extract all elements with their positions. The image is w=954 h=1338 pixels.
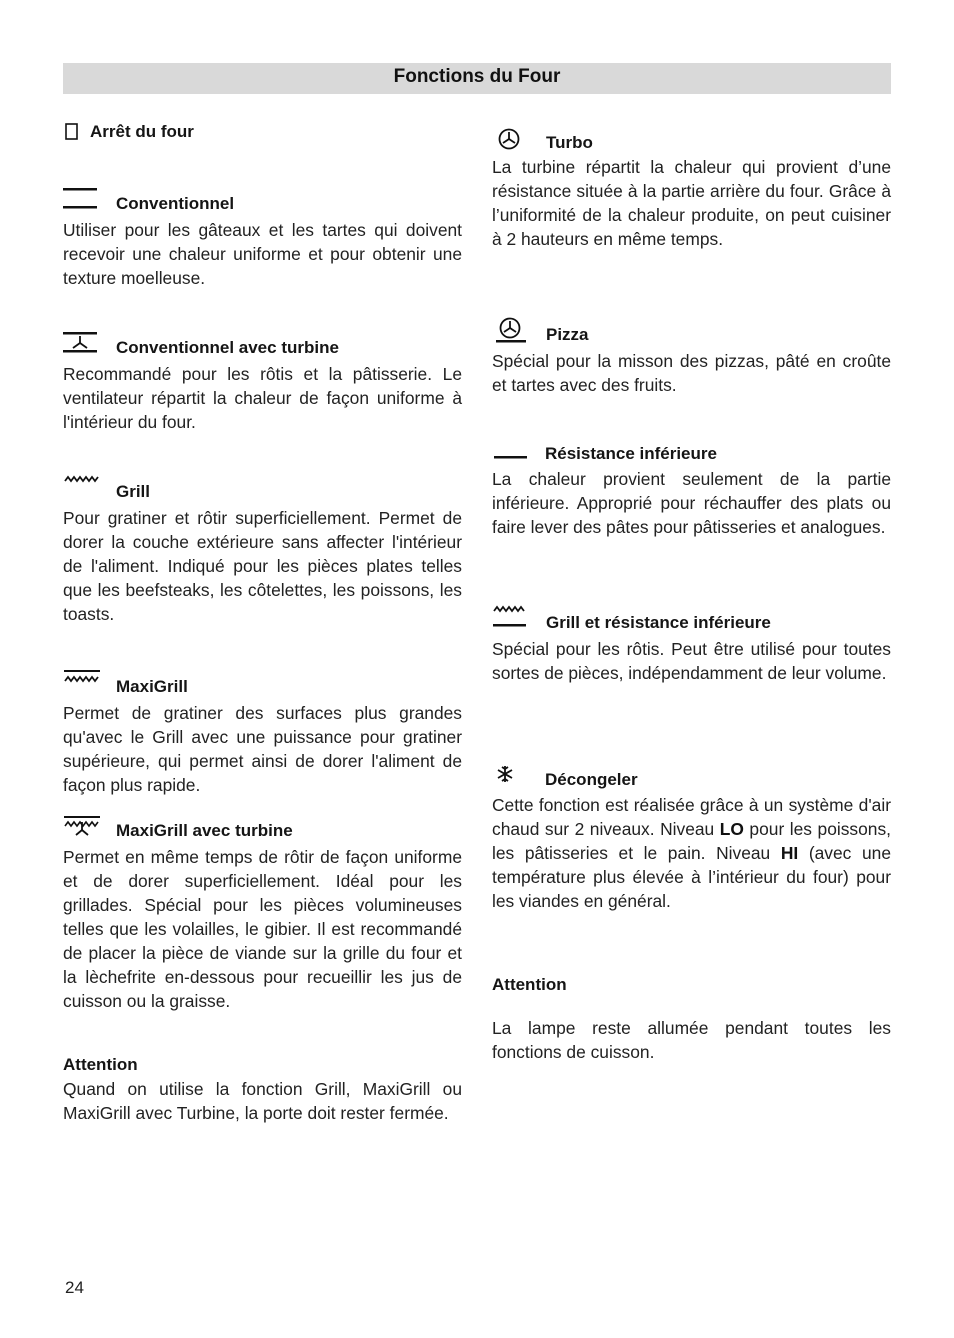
attention-text: Quand on utilise la fonction Grill, MaxiGrill ou MaxiGrill avec Turbine, la porte doit rester fermée. — [63, 1079, 462, 1123]
maxigrill-icon — [63, 669, 103, 687]
section-title: MaxiGrill — [116, 677, 188, 696]
level-lo: LO — [719, 819, 744, 839]
section-text: Spécial pour la misson des pizzas, pâté en croûte et tartes avec des fruits. — [492, 351, 891, 395]
page-number: 24 — [65, 1278, 84, 1297]
grill-icon — [63, 474, 103, 490]
section-title: Conventionnel — [116, 194, 235, 213]
page-title: Fonctions du Four — [63, 63, 891, 94]
section-decongeler — [492, 764, 891, 913]
maxigrill-fan-icon — [63, 813, 103, 839]
snowflake-icon — [495, 764, 521, 786]
section-arret — [63, 120, 462, 144]
section-text: Utiliser pour les gâteaux et les tartes qui doivent recevoir une chaleur uniforme et pour obtenir une texture moelleuse. — [63, 220, 462, 288]
section-text: Spécial pour les rôtis. Peut être utilisé pour toutes sortes de pièces, indépendamment de leur volume. — [492, 639, 891, 683]
section-text: Pour gratiner et rôtir superficiellement. Permet de dorer la couche extérieure sans affecter l'intérieur de l'aliment. Indiqué pour les pièces plates telles que les beefsteaks, les côtelettes, les poissons, les toasts. — [63, 508, 462, 624]
section-conventionnel — [63, 186, 462, 290]
section-title: Décongeler — [545, 770, 638, 789]
pizza-fan-icon — [495, 317, 531, 345]
section-turbo — [492, 128, 891, 251]
attention-title: Attention — [492, 975, 567, 994]
section-conventionnel-turbine — [63, 330, 462, 434]
level-hi: HI — [780, 843, 799, 863]
section-text: La turbine répartit la chaleur qui provient d’une résistance située à la partie arrière du four. Grâce à l’uniformité de la chaleur produite, on peut cuisiner à 2 hauteurs en même temps. — [492, 157, 891, 249]
section-title: Pizza — [546, 325, 589, 344]
section-title: Grill et résistance inférieure — [546, 613, 771, 632]
section-pizza — [492, 317, 891, 397]
section-title: Conventionnel avec turbine — [116, 338, 339, 357]
section-grill-resistance — [492, 604, 891, 685]
section-maxigrill-turbine — [63, 813, 462, 1013]
section-title: Arrêt du four — [90, 122, 194, 141]
section-text: Recommandé pour les rôtis et la pâtisserie. Le ventilateur répartit la chaleur de façon uniforme à l'intérieur du four. — [63, 364, 462, 432]
section-text: Permet en même temps de rôtir de façon uniforme et de dorer superficiellement. Idéal pour les grillades. Spécial pour les pièces volumineuses telles que les volailles, le gibier. Il est recommandé de placer la pièce de viande sur la grille du four et la lèchefrite en-dessous pour recueillir les jus de cuisson ou la graisse. — [63, 847, 462, 1011]
attention-title: Attention — [63, 1055, 138, 1074]
section-title: Grill — [116, 482, 151, 501]
section-text: Permet de gratiner des surfaces plus grandes qu'avec le Grill avec une puissance pour gratiner supérieure, qui permet ainsi de dorer l'aliment de façon plus rapide. — [63, 703, 462, 795]
section-text: La chaleur provient seulement de la partie inférieure. Approprié pour réchauffer des plats ou faire lever des pâtes pour pâtisseries et analogues. — [492, 469, 891, 537]
top-bottom-heat-icon — [63, 186, 99, 212]
section-maxigrill — [63, 669, 462, 797]
fan-heat-icon — [63, 330, 99, 356]
section-attention-right — [492, 973, 891, 1064]
section-attention-left — [63, 1053, 462, 1125]
grill-bottom-heat-icon — [492, 604, 530, 630]
bottom-heat-icon — [492, 443, 528, 469]
empty-square-icon — [65, 123, 79, 141]
section-title: Turbo — [546, 133, 593, 152]
attention-text: La lampe reste allumée pendant toutes les fonctions de cuisson. — [492, 1018, 891, 1062]
section-title: MaxiGrill avec turbine — [116, 821, 293, 840]
section-title: Résistance inférieure — [545, 444, 717, 463]
section-text: Cette fonction est réalisée grâce à un système d'air chaud sur 2 niveaux. Niveau LO pour les poissons, les pâtisseries et le pain. Niveau HI (avec une température plus élevée à l’intérieur du four) pour les viandes en général. — [492, 795, 891, 911]
section-grill — [63, 474, 462, 626]
turbo-fan-icon — [498, 128, 524, 154]
section-resistance — [492, 443, 891, 539]
